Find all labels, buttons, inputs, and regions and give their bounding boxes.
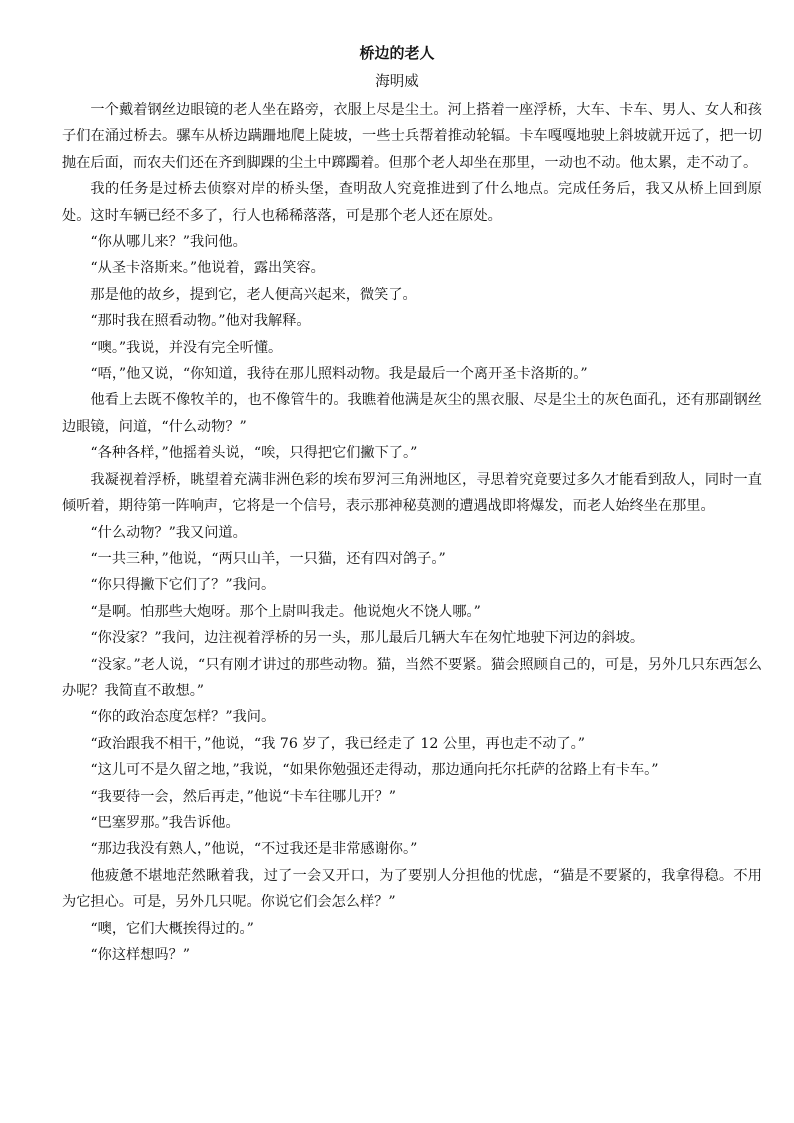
paragraph: “唔，”他又说，“你知道，我待在那儿照料动物。我是最后一个离开圣卡洛斯的。” [90, 366, 588, 383]
paragraph: “一共三种，”他说，“两只山羊，一只猫，还有四对鸽子。” [90, 550, 446, 567]
paragraph: “从圣卡洛斯来。”他说着，露出笑容。 [90, 260, 325, 277]
paragraph: “这儿可不是久留之地，”我说，“如果你勉强还走得动，那边通向托尔托萨的岔路上有卡车。” [90, 762, 659, 779]
document-title: 桥边的老人 [359, 44, 435, 62]
paragraph: “我要待一会，然后再走，”他说“卡车往哪儿开？” [90, 788, 397, 805]
story-body [62, 97, 762, 968]
author-name: 海明威 [375, 74, 419, 90]
paragraph: 他看上去既不像牧羊的，也不像管牛的。我瞧着他满是灰尘的黑衣服、尽是尘土的灰色面孔，还有那副钢丝边眼镜，问道，“什么动物？” [62, 392, 762, 435]
paragraph: “你这样想吗？” [90, 947, 191, 963]
paragraph: “各种各样，”他摇着头说，“唉，只得把它们撇下了。” [90, 445, 418, 462]
paragraph: “你从哪儿来？”我问他。 [90, 234, 247, 251]
paragraph: “政治跟我不相干，”他说，“我 76 岁了，我已经走了 12 公里，再也走不动了。” [90, 735, 585, 752]
paragraph: 他疲惫不堪地茫然瞅着我，过了一会又开口，为了要别人分担他的忧虑，“猫是不要紧的，我拿得稳。不用为它担心。可是，另外几只呢。你说它们会怎么样？” [62, 867, 762, 911]
paragraph: “你没家？”我问，边注视着浮桥的另一头，那儿最后几辆大车在匆忙地驶下河边的斜坡。 [90, 630, 645, 647]
paragraph: “噢。”我说，并没有完全听懂。 [90, 339, 283, 356]
paragraph: “那边我没有熟人，”他说，“不过我还是非常感谢你。” [90, 841, 418, 858]
paragraph: 那是他的故乡，提到它，老人便高兴起来，微笑了。 [90, 286, 417, 303]
paragraph: 我的任务是过桥去侦察对岸的桥头堡，查明敌人究竟推进到了什么地点。完成任务后，我又从桥上回到原处。这时车辆已经不多了，行人也稀稀落落，可是那个老人还在原处。 [62, 181, 762, 224]
paragraph: 我凝视着浮桥，眺望着充满非洲色彩的埃布罗河三角洲地区，寻思着究竟要过多久才能看到敌人，同时一直倾听着，期待第一阵响声，它将是一个信号，表示那神秘莫测的遭遇战即将爆发，而老人始终坐在那里。 [62, 471, 762, 515]
paragraph: “什么动物？”我又问道。 [90, 524, 247, 541]
paragraph: “你只得撇下它们了？”我问。 [90, 577, 276, 594]
paragraph: 一个戴着钢丝边眼镜的老人坐在路旁，衣服上尽是尘土。河上搭着一座浮桥，大车、卡车、男人、女人和孩子们在涌过桥去。骡车从桥边蹒跚地爬上陡坡，一些士兵帮着推动轮辐。卡车嘎嘎地驶上斜坡就开远了，把一切抛在后面，而农夫们还在齐到脚踝的尘土中踯躅着。但那个老人却坐在那里，一动也不动。他太累，走不动了。 [62, 102, 762, 171]
paragraph: “巴塞罗那。”我告诉他。 [90, 814, 240, 831]
paragraph: “是啊。怕那些大炮呀。那个上尉叫我走。他说炮火不饶人哪。” [90, 603, 481, 620]
paragraph: “你的政治态度怎样？”我问。 [90, 709, 276, 726]
paragraph: “那时我在照看动物。”他对我解释。 [90, 313, 311, 330]
paragraph: “噢，它们大概挨得过的。” [90, 920, 254, 937]
paragraph: “没家。”老人说，“只有刚才讲过的那些动物。猫，当然不要紧。猫会照顾自己的，可是，另外几只东西怎么办呢？我简直不敢想。” [62, 656, 762, 699]
